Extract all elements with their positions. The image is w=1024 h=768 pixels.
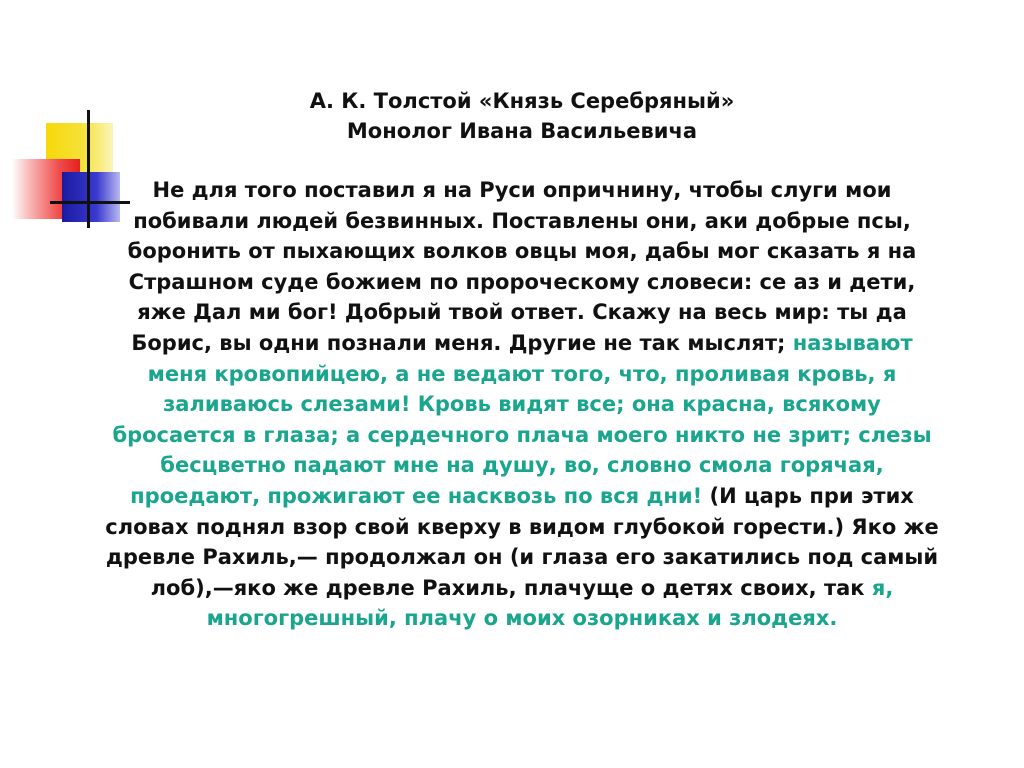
monologue-part-1: Не для того поставил я на Руси опричнину, чтобы слуги мои побивали людей безвинных. Поставлены они, аки добрые псы, боронить от пыхающих волков овцы моя, дабы мог сказать я на Страшном суде божием по пророческому словеси: се аз и дети, яже Дал ми бог! Добрый твой ответ. Скажу на весь мир: ты да Борис, вы одни познали меня. Другие не так мыслят;	[127, 178, 917, 355]
monologue-highlight-1: называют меня кровопийцею, а не ведают того, что, проливая кровь, я заливаюсь слезами! Кровь видят все; она красна, всякому бросается в глаза; а сердечного плача моего никто не зрит; слезы бесцветно падают мне на душу, во, словно смола горячая, проедают, прожигают ее насквозь по вся дни!	[112, 330, 932, 508]
monologue-highlight-2: я, многогрешный, плачу о моих озорниках и злодеях.	[206, 575, 894, 631]
vertical-line	[87, 110, 90, 228]
monologue-part-2: (И царь при этих словах поднял взор свой кверху в видом глубокой горести.) Яко же древле Рахиль,— продолжал он (и глаза его закатились под самый лоб),—яко же древле Рахиль, плачуще о детях своих, так	[105, 483, 939, 600]
monologue-text	[104, 175, 940, 634]
slide-title: А. К. Толстой «Князь Серебряный»	[309, 89, 735, 113]
slide-subtitle: Монолог Ивана Васильевича	[346, 119, 698, 143]
